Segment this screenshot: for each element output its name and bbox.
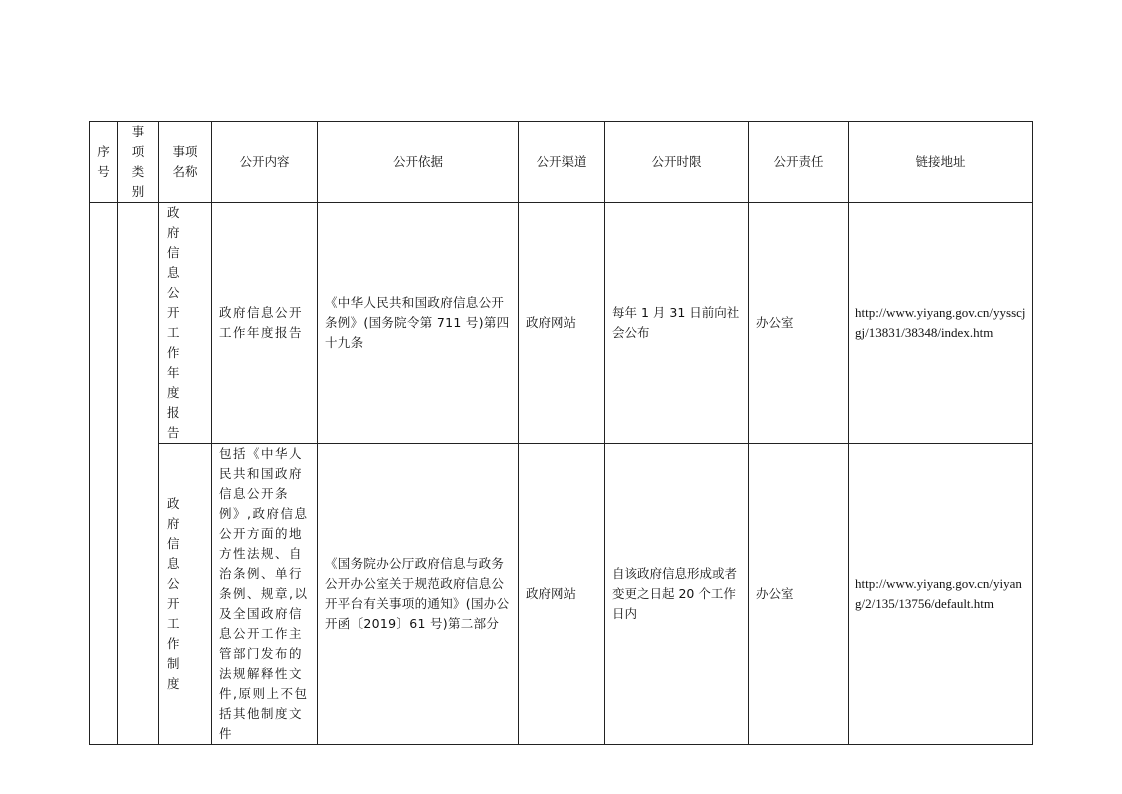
link-cell bbox=[849, 203, 1033, 444]
link-cell bbox=[849, 444, 1033, 745]
item-name: 政府信息公开工作年度报告 bbox=[167, 205, 194, 440]
content-text: 包括《中华人民共和国政府信息公开条例》,政府信息公开方面的地方性法规、自治条例、单行条例、规章,以及全国政府信息公开工作主管部门发布的法规解释性文件,原则上不包括其他制度文件 bbox=[219, 446, 309, 741]
basis-cell bbox=[318, 203, 519, 444]
header-seq bbox=[90, 122, 118, 203]
header-item-name bbox=[159, 122, 212, 203]
content-cell bbox=[212, 203, 318, 444]
content-text: 政府信息公开工作年度报告 bbox=[219, 305, 304, 340]
item-name-cell bbox=[159, 203, 212, 444]
header-item-name-line: 事项 bbox=[172, 144, 198, 159]
responsibility-text: 办公室 bbox=[756, 586, 794, 601]
channel-cell bbox=[519, 444, 605, 745]
item-name: 政府信息公开工作制度 bbox=[167, 496, 194, 691]
responsibility-cell bbox=[749, 203, 849, 444]
channel-cell bbox=[519, 203, 605, 444]
header-category-char: 类 bbox=[131, 164, 145, 179]
header-seq-char: 序 bbox=[97, 144, 110, 159]
header-responsibility: 公开责任 bbox=[749, 122, 849, 203]
header-link: 链接地址 bbox=[849, 122, 1033, 203]
content-cell bbox=[212, 444, 318, 745]
link-text[interactable]: http://www.yiyang.gov.cn/yiyang/2/135/13756/default.htm bbox=[855, 576, 1022, 611]
header-category-char: 别 bbox=[131, 184, 145, 199]
header-item-name-line: 名称 bbox=[172, 164, 198, 179]
header-time-limit: 公开时限 bbox=[605, 122, 749, 203]
basis-text: 《国务院办公厅政府信息与政务公开办公室关于规范政府信息公开平台有关事项的通知》(国办公开函〔2019〕61 号)第二部分 bbox=[325, 556, 510, 631]
link-text[interactable]: http://www.yiyang.gov.cn/yysscjgj/13831/38348/index.htm bbox=[855, 305, 1026, 340]
time-limit-cell bbox=[605, 444, 749, 745]
responsibility-cell bbox=[749, 444, 849, 745]
header-category-char: 事 bbox=[131, 124, 145, 139]
time-limit-cell bbox=[605, 203, 749, 444]
category-cell bbox=[118, 203, 159, 745]
header-content: 公开内容 bbox=[212, 122, 318, 203]
responsibility-text: 办公室 bbox=[756, 315, 794, 330]
disclosure-table bbox=[89, 121, 1033, 745]
channel-text: 政府网站 bbox=[526, 315, 577, 330]
header-category-char: 项 bbox=[131, 144, 145, 159]
table-row bbox=[90, 203, 1033, 444]
basis-cell bbox=[318, 444, 519, 745]
table-header-row bbox=[90, 122, 1033, 203]
seq-cell bbox=[90, 203, 118, 745]
header-basis: 公开依据 bbox=[318, 122, 519, 203]
time-limit-text: 每年 1 月 31 日前向社会公布 bbox=[612, 305, 740, 340]
item-name-cell bbox=[159, 444, 212, 745]
time-limit-text: 自该政府信息形成或者变更之日起 20 个工作日内 bbox=[612, 566, 738, 621]
basis-text: 《中华人民共和国政府信息公开条例》(国务院令第 711 号)第四十九条 bbox=[325, 295, 510, 350]
header-channel: 公开渠道 bbox=[519, 122, 605, 203]
header-seq-char: 号 bbox=[97, 164, 110, 179]
channel-text: 政府网站 bbox=[526, 586, 577, 601]
header-category bbox=[118, 122, 159, 203]
table-row bbox=[90, 444, 1033, 745]
